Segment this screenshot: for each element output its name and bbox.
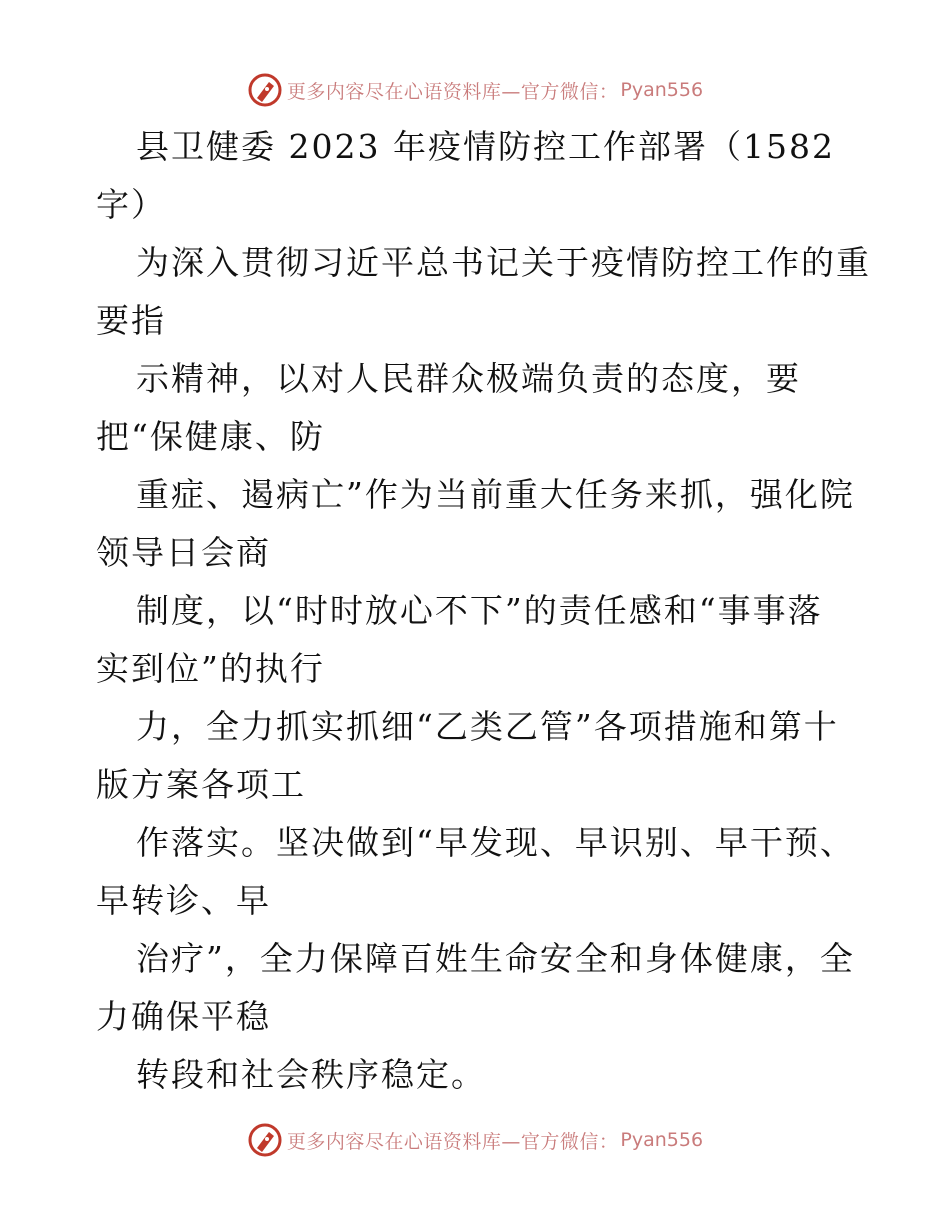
pen-nib-logo-icon: [247, 1122, 283, 1158]
paragraph-line: 示精神，以对人民群众极端负责的态度，要: [136, 359, 801, 398]
paragraph-line: 为深入贯彻习近平总书记关于疫情防控工作的重: [136, 243, 871, 282]
document-title-line-2: 字）: [96, 185, 166, 224]
document-title-line-1: 县卫健委 2023 年疫情防控工作部署（1582: [136, 127, 835, 166]
paragraph-line: 制度，以“时时放心不下”的责任感和“事事落: [136, 591, 823, 630]
watermark-wechat-id: Pyan556: [620, 1129, 704, 1151]
paragraph-line: 力，全力抓实抓细“乙类乙管”各项措施和第十: [136, 707, 839, 746]
paragraph-line: 领导日会商: [96, 533, 271, 572]
header-watermark: [0, 70, 950, 110]
footer-watermark: [0, 1120, 950, 1160]
watermark-text: 更多内容尽在心语资料库—官方微信：: [286, 80, 619, 103]
paragraph-line: 把“保健康、防: [96, 417, 325, 456]
paragraph-line: 版方案各项工: [96, 765, 306, 804]
watermark-wechat-id: Pyan556: [620, 79, 704, 101]
paragraph-line: 要指: [96, 301, 166, 340]
paragraph-line: 治疗”，全力保障百姓生命安全和身体健康，全: [136, 939, 855, 978]
paragraph-line: 转段和社会秩序稳定。: [136, 1055, 486, 1094]
pen-nib-logo-icon: [247, 72, 283, 108]
paragraph-line: 力确保平稳: [96, 997, 271, 1036]
paragraph-line: 作落实。坚决做到“早发现、早识别、早干预、: [136, 823, 855, 862]
watermark-text: 更多内容尽在心语资料库—官方微信：: [286, 1130, 619, 1153]
document-body: [96, 118, 871, 1104]
paragraph-line: 早转诊、早: [96, 881, 271, 920]
paragraph-line: 重症、遏病亡”作为当前重大任务来抓，强化院: [136, 475, 855, 514]
paragraph-line: 实到位”的执行: [96, 649, 325, 688]
